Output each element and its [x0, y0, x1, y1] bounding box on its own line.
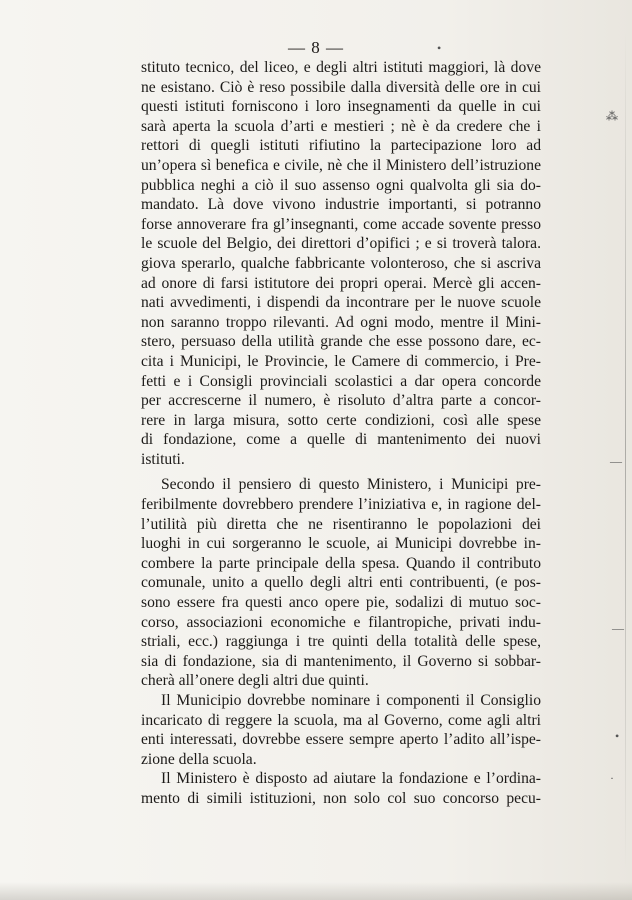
page-bottom-shadow [0, 882, 632, 900]
page-number: — 8 — [288, 38, 344, 57]
text-line: luoghi in cui sorgeranno le scuole, ai Municipi dovrebbe in- [141, 535, 541, 553]
text-line: comunale, unito a quello degli altri enti contribuenti, (e pos- [141, 574, 541, 592]
body-text [141, 58, 541, 809]
text-line: istituti. [141, 450, 185, 468]
text-line: Secondo il pensiero di questo Ministero, i Municipi pre- [161, 476, 541, 494]
text-line: sia di fondazione, sia di mantenimento, il Governo si sobbar- [141, 652, 541, 670]
scan-mark-dash: — [610, 454, 622, 468]
text-line: mento di simili istituzioni, non solo col suo concorso pecu- [141, 789, 541, 807]
text-line: le scuole del Belgio, dei direttori d’opifici ; e si troverà talora. [141, 235, 541, 253]
text-line: fetti e i Consigli provinciali scolastici a dar opera concorde [141, 372, 541, 390]
text-line: cita i Municipi, le Provincie, le Camere di commercio, i Pre- [141, 352, 541, 370]
text-line: sono essere fra questi anco opere pie, sodalizi di mutuo soc- [141, 594, 541, 612]
scan-speck: • [437, 41, 442, 55]
text-line: Il Ministero è disposto ad aiutare la fondazione e l’ordina- [161, 770, 541, 788]
text-line: cherà all’onere degli altri due quinti. [141, 672, 369, 690]
text-line: pubblica neghi a ciò il suo assenso ogni qualvolta gli sia do- [141, 176, 541, 194]
scan-mark-dash: · [610, 771, 614, 785]
text-line: sarà aperta la scuola d’arti e mestieri ; nè è da credere che i [141, 117, 541, 135]
text-line: l’utilità più diretta che ne risentiranno le popolazioni dei [141, 515, 541, 533]
text-line: rere in larga misura, sotto certe condizioni, così alle spese [141, 411, 541, 429]
scan-mark-dash: — [612, 621, 624, 635]
text-line: enti interessati, dovrebbe essere sempre aperto l’adito all’ispe- [141, 731, 541, 749]
text-line: zione della scuola. [141, 750, 257, 768]
text-line: questi istituti forniscono i loro insegnamenti da quelle in cui [141, 98, 541, 116]
text-line: combere la parte principale della spesa. Quando il contributo [141, 554, 541, 572]
text-line: ad onore di farsi istitutore dei propri operai. Mercè gli accen- [141, 274, 541, 292]
text-line: rettori di quegli istituti rifiutino la partecipazione loro ad [141, 137, 541, 155]
text-line: stero, persuaso della utilità grande che esse possono dare, ec- [141, 333, 541, 351]
text-line: stituto tecnico, del liceo, e degli altri istituti maggiori, là dove [141, 59, 541, 76]
text-line: per accrescerne il numero, è risoluto d’altra parte a concor- [141, 392, 541, 410]
text-line: ne esistano. Ciò è reso possibile dalla diversità delle ore in cui [141, 78, 541, 96]
scan-mark-arrow: ⁂ [606, 109, 618, 123]
text-line: mandato. Là dove vivono industrie importanti, si potranno [141, 196, 541, 214]
text-line: Il Municipio dovrebbe nominare i componenti il Consiglio [161, 692, 541, 709]
text-line: giova sperarlo, qualche fabbricante volonteroso, che si ascriva [141, 254, 541, 272]
text-line: corso, associazioni economiche e filantropiche, privati indu- [141, 613, 541, 631]
text-line: feribilmente dovrebbero prendere l’iniziativa e, in ragione del- [141, 496, 541, 514]
scan-edge-line [625, 30, 626, 870]
text-line: incaricato di reggere la scuola, ma al Governo, come agli altri [141, 711, 541, 729]
text-line: striali, ecc.) raggiunga i tre quinti della totalità delle spese, [141, 633, 541, 651]
text-line: forse annoverare fra gl’insegnanti, come accade sovente presso [141, 215, 541, 233]
text-line: di fondazione, come a quelle di mantenimento dei nuovi [141, 431, 541, 449]
text-line: nati avvedimenti, i dispendi da incontrare per le nuove scuole [141, 294, 541, 312]
scan-speck: • [615, 729, 620, 743]
text-line: non saranno troppo rilevanti. Ad ogni modo, mentre il Mini- [141, 313, 541, 331]
text-line: un’opera sì benefica e civile, nè che il Ministero dell’istruzione [141, 156, 541, 174]
